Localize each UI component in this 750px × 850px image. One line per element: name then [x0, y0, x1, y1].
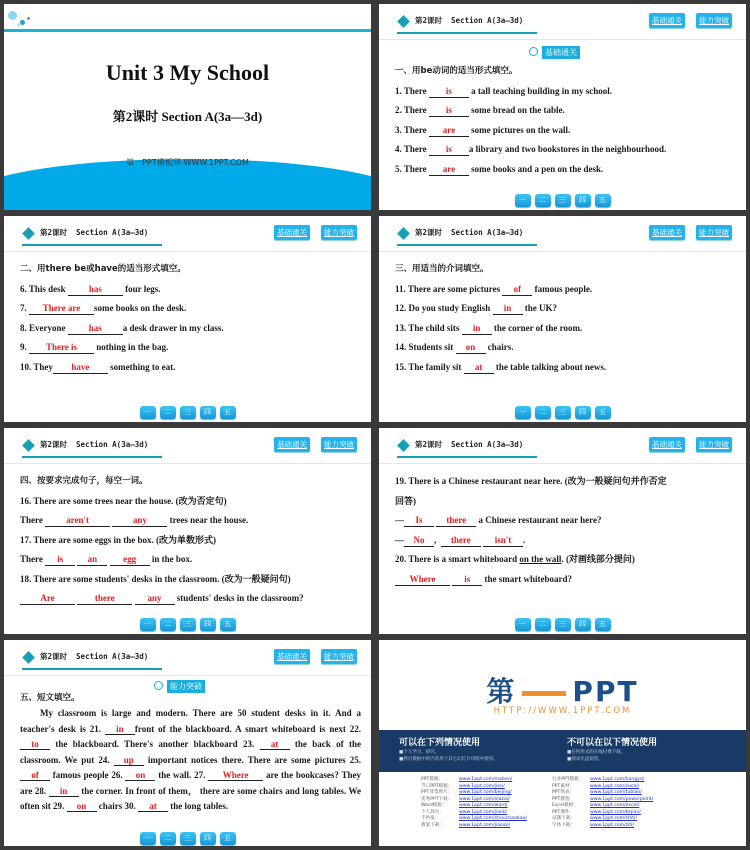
- usage-forbidden: 不可以在以下情况使用 ■任何形式的在线付费下载。 ■刻录光盘销售。: [567, 738, 658, 762]
- answer: at: [260, 739, 290, 750]
- nav-button-2[interactable]: 二: [160, 406, 176, 419]
- link-url[interactable]: www.1ppt.com/shiti/: [590, 816, 637, 821]
- header-title: 第2课时 Section A(3a—3d): [415, 228, 524, 237]
- section-nav: [379, 618, 746, 631]
- tab-ability[interactable]: 能力突破: [321, 437, 357, 452]
- question: 回答): [395, 495, 416, 506]
- answer: there: [441, 535, 481, 547]
- exercise-item: 8. Everyone has a desk drawer in my class.: [20, 322, 224, 333]
- tab-ability[interactable]: 能力突破: [696, 13, 732, 28]
- bubbles-decoration: [8, 9, 34, 29]
- exercise-item: 4. There is a library and two bookstores in the neighbourhood.: [395, 144, 667, 154]
- link-row: [421, 823, 527, 830]
- nav-button-5[interactable]: 五: [595, 618, 611, 631]
- link-url[interactable]: www.1ppt.com/hangye/: [590, 777, 645, 782]
- slide-header: [379, 216, 746, 252]
- header-title: 第2课时 Section A(3a—3d): [40, 228, 149, 237]
- answer: on: [67, 801, 97, 812]
- nav-button-2[interactable]: 二: [535, 618, 551, 631]
- link-url[interactable]: www.1ppt.com/jianli/: [459, 809, 508, 815]
- link-label: Excel模板：: [552, 803, 578, 808]
- tab-basic[interactable]: 基础通关: [274, 225, 310, 240]
- answer-line: There is an egg in the box.: [20, 554, 193, 564]
- exercise-item: 10. They have something to eat.: [20, 361, 176, 372]
- answer-line: — Is there a Chinese restaurant near here?: [395, 515, 602, 525]
- answer: is: [452, 574, 482, 586]
- answer: has: [68, 284, 123, 296]
- tab-ability[interactable]: 能力突破: [696, 225, 732, 240]
- link-label: 教案下载：: [421, 822, 444, 828]
- link-url[interactable]: www.1ppt.com/jieri/: [459, 783, 505, 789]
- nav-button-5[interactable]: 五: [220, 618, 236, 631]
- links-right: [552, 777, 653, 829]
- answer: is: [429, 86, 469, 98]
- answer: an: [77, 554, 107, 566]
- nav-button-4[interactable]: 四: [575, 194, 591, 207]
- answer: at: [138, 801, 168, 812]
- link-label: 行业PPT模板：: [552, 777, 584, 782]
- exercise-item: 9. There is nothing in the bag.: [20, 342, 169, 352]
- nav-button-5[interactable]: 五: [220, 832, 236, 845]
- diamond-icon: [397, 439, 410, 452]
- link-url[interactable]: www.1ppt.com/tubiao/: [590, 790, 642, 795]
- answer-line: — No , there isn't .: [395, 534, 526, 545]
- nav-button-3[interactable]: 三: [555, 194, 571, 207]
- diamond-icon: [22, 439, 35, 452]
- nav-button-1[interactable]: 一: [515, 406, 531, 419]
- exercise-item: 14. Students sit on chairs.: [395, 342, 514, 352]
- section-nav: [4, 406, 371, 419]
- usage-allowed: 可以在下列情况使用 ■个人学习、研究。 ■拷贝模板中的内容用于其它幻灯片母版中使用。: [399, 738, 498, 762]
- answer: Where: [208, 770, 263, 781]
- answer: on: [125, 770, 155, 781]
- exercise-item: 2. There is some bread on the table.: [395, 105, 565, 115]
- link-label: 试题下载：: [552, 816, 575, 821]
- nav-button-1[interactable]: 一: [140, 406, 156, 419]
- divider: [4, 29, 371, 32]
- link-label: Word模板：: [421, 803, 447, 808]
- answer: any: [135, 593, 175, 605]
- nav-button-3[interactable]: 三: [180, 406, 196, 419]
- exercise-item: 3. There are some pictures on the wall.: [395, 124, 571, 135]
- exercise-heading: 一、用be动词的适当形式填空。: [395, 66, 518, 76]
- answer: is: [429, 105, 469, 117]
- section-badge: 基础通关: [529, 46, 599, 60]
- answer: in: [49, 786, 79, 797]
- unit-title: Unit 3 My School: [105, 60, 270, 85]
- answer: are: [429, 164, 469, 176]
- answer: has: [68, 323, 123, 335]
- link-url[interactable]: www.1ppt.com/sucai/: [590, 783, 640, 789]
- answer: egg: [110, 554, 150, 566]
- tab-basic[interactable]: 基础通关: [649, 437, 685, 452]
- slide-exercise-1[interactable]: [379, 4, 746, 210]
- exercise-item: 6. This desk has four legs.: [20, 283, 161, 294]
- nav-button-4[interactable]: 四: [200, 406, 216, 419]
- nav-button-2[interactable]: 二: [160, 832, 176, 845]
- answer: there: [77, 593, 132, 605]
- answer: of: [502, 284, 532, 296]
- nav-button-4[interactable]: 四: [575, 406, 591, 419]
- link-label: PPT素材：: [552, 783, 575, 789]
- nav-button-4[interactable]: 四: [575, 618, 591, 631]
- link-label: PPT图表：: [552, 790, 575, 795]
- header-title: 第2课时 Section A(3a—3d): [415, 16, 524, 25]
- slide-exercise-4[interactable]: [4, 428, 371, 634]
- site-credit: 第一PPT模板网-WWW.1PPT.COM: [126, 158, 249, 167]
- answer: to: [20, 739, 50, 750]
- link-url[interactable]: www.1ppt.com/xiazai/: [459, 796, 510, 802]
- section-nav: [4, 832, 371, 845]
- tab-ability[interactable]: 能力突破: [321, 649, 357, 664]
- slide-exercise-6[interactable]: [4, 640, 371, 846]
- answer: have: [53, 362, 108, 374]
- answer: on: [456, 342, 486, 354]
- slide-header: [4, 216, 371, 252]
- answer: in: [105, 724, 135, 735]
- answer-line: There aren't any trees near the house.: [20, 515, 249, 525]
- nav-button-3[interactable]: 三: [180, 618, 196, 631]
- answer: at: [464, 362, 494, 374]
- exercise-item: 7. There are some books on the desk.: [20, 303, 187, 313]
- link-label: 手抄报：: [421, 816, 440, 821]
- question: 18. There are some students' desks in the classroom. (改为一般疑问句): [20, 573, 291, 584]
- nav-button-1[interactable]: 一: [515, 618, 531, 631]
- tab-ability[interactable]: 能力突破: [321, 225, 357, 240]
- exercise-heading: 二、用there be或have的适当形式填空。: [20, 264, 186, 274]
- header-title: 第2课时 Section A(3a—3d): [40, 652, 149, 661]
- brand-url: HTTP://WWW.1PPT.COM: [493, 706, 632, 716]
- slide-header: [4, 640, 371, 676]
- nav-button-3[interactable]: 三: [555, 618, 571, 631]
- link-url[interactable]: www.1ppt.com/moban/: [459, 777, 513, 782]
- slide-exercise-3[interactable]: [379, 216, 746, 422]
- answer-line: Where is the smart whiteboard?: [395, 570, 736, 590]
- nav-button-2[interactable]: 二: [535, 406, 551, 419]
- answer: Is: [404, 515, 434, 527]
- link-label: 优秀PPT下载：: [421, 796, 453, 802]
- link-label: 字体下载：: [552, 822, 575, 828]
- tab-basic[interactable]: 基础通关: [649, 225, 685, 240]
- question: 17. There are some eggs in the box. (改为单数形式): [20, 534, 216, 545]
- nav-button-5[interactable]: 五: [595, 406, 611, 419]
- slide-brand[interactable]: [379, 640, 746, 846]
- links-left: [421, 777, 527, 829]
- link-label: 个人简历：: [421, 809, 444, 815]
- slide-header: [379, 4, 746, 40]
- slide-header: [379, 428, 746, 464]
- link-label: 节日PPT模板：: [421, 783, 453, 789]
- link-url[interactable]: www.1ppt.com/shouchaobao/: [459, 816, 527, 821]
- section-nav: [379, 406, 746, 419]
- answer: are: [429, 125, 469, 137]
- answer: in: [462, 323, 492, 335]
- tab-ability[interactable]: 能力突破: [696, 437, 732, 452]
- answer: up: [114, 755, 144, 766]
- answer-line: Are there any students' desks in the classroom?: [20, 589, 361, 609]
- answer: Are: [20, 593, 75, 605]
- link-url[interactable]: www.1ppt.com/word/: [459, 803, 508, 808]
- link-url[interactable]: www.1ppt.com/jiaoan/: [459, 822, 511, 828]
- exercise-item: 15. The family sit at the table talking about news.: [395, 361, 607, 372]
- answer: is: [429, 144, 469, 156]
- passage: My classroom is large and modern. There are 50 student desks in it. And a teacher's desk is 21. in front of the blackboard. A smart whiteboard is next 22. to the blackboard. There's another blackboard 23. at the back of the classroom. We put 24. up important notices there. There are some pictures 25. of famous people 26. on the wall. 27. Where are the bookcases? They are 28. in the corner. In front of them， there are some chairs and long tables. We often sit 29. on chairs 30. at the long tables.: [20, 708, 362, 811]
- exercise-item: 11. There are some pictures of famous people.: [395, 283, 593, 294]
- answer: isn't: [483, 535, 523, 547]
- link-url[interactable]: www.1ppt.com/beijing/: [459, 790, 512, 795]
- question: 19. There is a Chinese restaurant near here. (改为一般疑问句并作否定: [395, 476, 667, 486]
- answer: there: [436, 515, 476, 527]
- nav-button-5[interactable]: 五: [595, 194, 611, 207]
- slide-exercise-5[interactable]: [379, 428, 746, 634]
- section-badge: 能力突破: [154, 680, 224, 694]
- nav-button-2[interactable]: 二: [535, 194, 551, 207]
- answer: No: [404, 535, 434, 547]
- exercise-heading: 四、按要求完成句子，每空一词。: [20, 476, 148, 486]
- answer: is: [45, 554, 75, 566]
- tab-basic[interactable]: 基础通关: [649, 13, 685, 28]
- exercise-item: 13. The child sits in the corner of the room.: [395, 322, 583, 333]
- answer: There are: [29, 303, 94, 315]
- exercise-heading: 三、用适当的介词填空。: [395, 264, 489, 274]
- tab-basic[interactable]: 基础通关: [274, 437, 310, 452]
- link-url[interactable]: www.1ppt.com/kejian/: [590, 809, 641, 815]
- nav-button-1[interactable]: 一: [140, 832, 156, 845]
- diamond-icon: [397, 15, 410, 28]
- link-row: [552, 823, 653, 830]
- answer: aren't: [45, 515, 110, 527]
- nav-button-1[interactable]: 一: [515, 194, 531, 207]
- diamond-icon: [22, 227, 35, 240]
- nav-button-4[interactable]: 四: [200, 618, 216, 631]
- slide-header: [4, 428, 371, 464]
- lesson-subtitle: 第2课时 Section A(3a—3d): [112, 109, 263, 124]
- link-url[interactable]: www.1ppt.com/ziti/: [590, 822, 634, 828]
- header-title: 第2课时 Section A(3a—3d): [415, 440, 524, 449]
- link-label: PPT教程：: [552, 796, 575, 802]
- question: 20. There is a smart whiteboard on the wall. (对画线部分提问): [395, 554, 635, 564]
- exercise-item: 12. Do you study English in the UK?: [395, 303, 558, 313]
- brand-logo: 第 PPT: [486, 675, 639, 708]
- header-title: 第2课时 Section A(3a—3d): [40, 440, 149, 449]
- nav-button-2[interactable]: 二: [160, 618, 176, 631]
- answer: any: [112, 515, 167, 527]
- section-nav: [4, 618, 371, 631]
- nav-button-4[interactable]: 四: [200, 832, 216, 845]
- exercise-item: 5. There are some books and a pen on the desk.: [395, 163, 604, 174]
- nav-button-3[interactable]: 三: [180, 832, 196, 845]
- tab-basic[interactable]: 基础通关: [274, 649, 310, 664]
- nav-button-3[interactable]: 三: [555, 406, 571, 419]
- lightbulb-icon: [529, 47, 538, 56]
- link-url[interactable]: www.1ppt.com/excel/: [590, 803, 640, 808]
- section-nav: [379, 194, 746, 207]
- slide-title[interactable]: [4, 4, 371, 210]
- answer: of: [20, 770, 50, 781]
- link-label: PPT模板：: [421, 777, 444, 782]
- nav-button-5[interactable]: 五: [220, 406, 236, 419]
- usage-band: [379, 730, 746, 772]
- nav-button-1[interactable]: 一: [140, 618, 156, 631]
- answer: in: [493, 303, 523, 315]
- exercise-item: 1. There is a tall teaching building in my school.: [395, 85, 612, 96]
- answer: Where: [395, 574, 450, 586]
- exercise-heading: 五、短文填空。: [20, 693, 80, 703]
- link-label: PPT背景图片：: [421, 790, 453, 795]
- slide-exercise-2[interactable]: [4, 216, 371, 422]
- diamond-icon: [397, 227, 410, 240]
- link-label: PPT课件：: [552, 809, 575, 815]
- question: 16. There are some trees near the house. (改为否定句): [20, 495, 227, 506]
- diamond-icon: [22, 651, 35, 664]
- answer: There is: [29, 342, 94, 354]
- link-url[interactable]: www.1ppt.com/powerpoint/: [590, 796, 654, 802]
- lightbulb-icon: [154, 681, 163, 690]
